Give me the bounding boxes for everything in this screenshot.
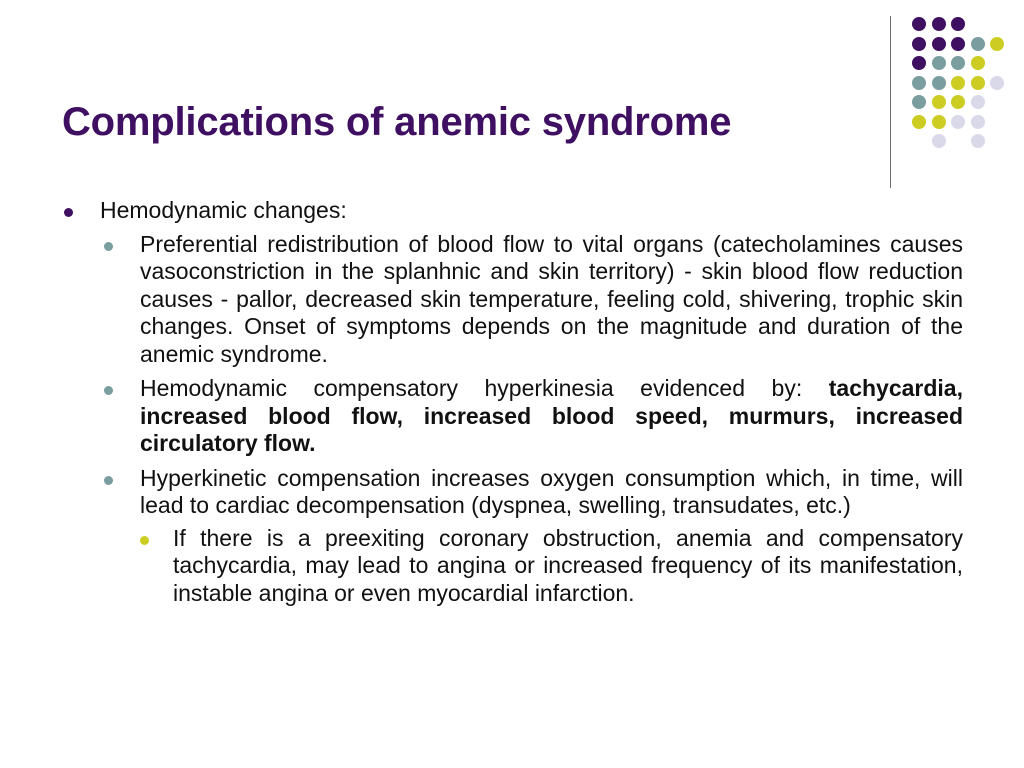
decorative-dot-purple — [912, 17, 926, 31]
slide-title: Complications of anemic syndrome — [62, 100, 732, 144]
decorative-dot-purple — [932, 37, 946, 51]
decorative-dot-purple — [912, 37, 926, 51]
bullet-hemodynamic-changes — [62, 197, 963, 225]
decorative-dot-teal — [932, 76, 946, 90]
decorative-dot-lavender — [951, 115, 965, 129]
sub-bullet-text: Preferential redistribution of blood flow to vital organs (catecholamines causes vasoconstriction in the splanhnic and skin territory) - skin blood flow reduction causes - pallor, decreased skin temperature, feeling cold, shivering, trophic skin changes. Onset of symptoms depends on the magnitude and duration of the anemic syndrome. — [140, 230, 963, 367]
decorative-dot-purple — [951, 17, 965, 31]
vertical-divider — [890, 16, 891, 188]
decorative-dot-yellow — [971, 76, 985, 90]
decorative-dot-teal — [971, 37, 985, 51]
sub-bullet-hyperkinetic-compensation — [100, 465, 963, 608]
sub-bullet-text: Hyperkinetic compensation increases oxygen consumption which, in time, will lead to cardiac decompensation (dyspnea, swelling, transudates, etc.) — [140, 464, 963, 518]
bullet-dot-icon — [104, 242, 113, 251]
sub-bullet-text: Hemodynamic compensatory hyperkinesia evidenced by: — [140, 375, 829, 401]
decorative-dot-lavender — [971, 95, 985, 109]
decorative-dot-teal — [932, 56, 946, 70]
bullet-dot-icon — [104, 476, 113, 485]
sub-bullet-hyperkinesia — [100, 375, 963, 458]
decorative-dot-purple — [951, 37, 965, 51]
decorative-dot-lavender — [971, 134, 985, 148]
sub-bullet-redistribution — [100, 231, 963, 369]
decorative-dot-lavender — [990, 76, 1004, 90]
bullet-dot-icon — [140, 536, 149, 545]
slide-body — [62, 197, 963, 614]
decorative-dot-lavender — [932, 134, 946, 148]
decorative-dot-teal — [912, 95, 926, 109]
bullet-dot-icon — [104, 386, 113, 395]
decorative-dot-yellow — [971, 56, 985, 70]
sub-bullet-bold-text: tachycardia, increased blood flow, increased blood speed, murmurs, increased circulatory flow. — [140, 375, 963, 456]
bullet-dot-icon — [64, 208, 73, 217]
decorative-dot-teal — [912, 76, 926, 90]
decorative-dot-purple — [932, 17, 946, 31]
decorative-dot-yellow — [932, 115, 946, 129]
decorative-dot-teal — [951, 56, 965, 70]
sub-sub-bullet-text: If there is a preexiting coronary obstruction, anemia and compensatory tachycardia, may lead to angina or increased frequency of its manifestation, instable angina or even myocardial infarction. — [173, 524, 963, 606]
decorative-dot-yellow — [951, 76, 965, 90]
decorative-dot-yellow — [990, 37, 1004, 51]
decorative-dot-yellow — [951, 95, 965, 109]
decorative-dot-yellow — [912, 115, 926, 129]
decorative-dot-yellow — [932, 95, 946, 109]
sub-sub-bullet-coronary-obstruction — [140, 525, 963, 608]
bullet-text: Hemodynamic changes: — [100, 197, 347, 223]
decorative-dot-purple — [912, 56, 926, 70]
decorative-dot-lavender — [971, 115, 985, 129]
